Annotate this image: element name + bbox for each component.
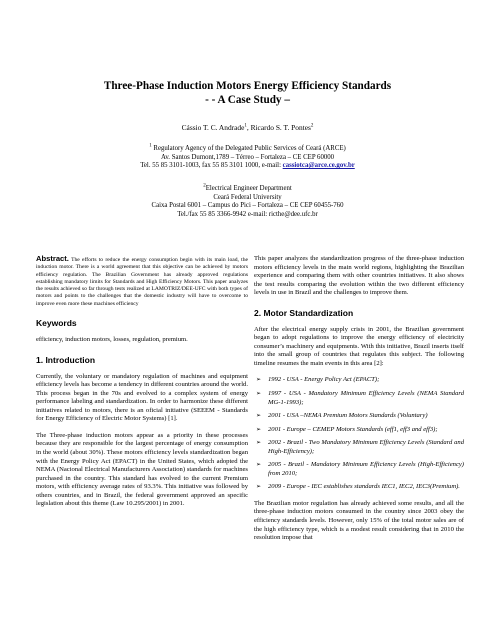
affiliation-2-university: Ceará Federal University bbox=[213, 193, 282, 201]
timeline-list bbox=[254, 376, 464, 491]
keywords-text: efficiency, induction motors, losses, regulation, premium. bbox=[36, 336, 188, 344]
introduction-heading: 1. Introduction bbox=[36, 354, 96, 365]
affiliation-1-email-link[interactable]: cassiotca@arce.ce.gov.br bbox=[282, 162, 355, 170]
timeline-item: ➢ 2009 - Europe - IEC establishes standards IEC1, IEC2, IEC3(Premium). bbox=[256, 483, 460, 491]
affiliation-2-mark: 2 bbox=[203, 183, 206, 189]
motor-standardization-paragraph-1: After the electrical energy supply crisis in 2001, the Brazilian government began to adopt regulations to improve the energy efficiency of electricity consumer’s machinery and equipments. With this initiative, Brazil inserts itself into the small group of countries that regulates this subject. The following timeline resumes the main events in this area [2]: bbox=[254, 325, 464, 367]
arrow-bullet-icon: ➢ bbox=[256, 426, 262, 433]
left-column bbox=[36, 255, 248, 517]
affiliation-1-mark: 1 bbox=[149, 143, 152, 149]
author-1: Cássio T. C. Andrade bbox=[181, 123, 245, 132]
keywords-heading: Keywords bbox=[36, 318, 77, 329]
paper-title bbox=[0, 79, 495, 107]
affiliation-1 bbox=[0, 145, 495, 171]
motor-standardization-paragraph-2: The Brazilian motor regulation has already achieved some results, and all the three-phase induction motors consumed in the country since 2003 obey the efficiency standards levels. However, only 15% of the total motor sales are of the high efficiency type, which is a modest result considering that in 2010 the resolution impose that bbox=[254, 499, 464, 542]
author-1-affiliation-mark: 1 bbox=[244, 123, 247, 129]
author-separator: , bbox=[246, 123, 251, 132]
affiliation-2 bbox=[0, 185, 495, 219]
title-line-1: Three-Phase Induction Motors Energy Efficiency Standards bbox=[103, 80, 392, 92]
author-2: Ricardo S. T. Pontes bbox=[250, 123, 311, 132]
introduction-paragraph-1: Currently, the voluntary or mandatory regulation of machines and equipment efficiency levels has become a tendency in different countries around the world. This process began in the 70s and evolved to a complex system of energy performance labeling and standardization. In order to harmonize these different initiatives related to motors, there is an oficial initiative (SEEEM - Standards for Energy Efficiency of Electric Motor Systems) [1]. bbox=[36, 372, 248, 423]
timeline-item: ➢ 1992 - USA - Energy Policy Act (EPACT); bbox=[256, 376, 380, 384]
timeline-item: ➢ 2002 - Brazil - Two Mandatory Minimum Efficiency Levels (Standard and High-Efficiency); bbox=[256, 439, 464, 455]
abstract-text: The efforts to reduce the energy consumption begin with its main load, the induction motor. There is a world agreement that this objective can be achieved by motors efficiency regulation. The Brazilian Government has already approved regulations establishing mandatory limits for Standards and High Efficiency Motors. This paper analyzes the results achieved so far through tests realized at LAMOTRIZ/DEE-UFC with both types of motors and points to the challenges that the domestic industry will have to overcome to improve even more these machines efficiency bbox=[36, 257, 248, 307]
right-column bbox=[254, 255, 464, 551]
timeline-item: ➢ 1997 - USA - Mandatory Minimum Efficiency Levels (NEMA Standard MG-1-1993); bbox=[256, 390, 464, 406]
timeline-item: ➢ 2001 - Europe – CEMEP Motors Standards (eff1, eff3 and eff3); bbox=[256, 425, 438, 433]
abstract-label: Abstract. bbox=[36, 254, 69, 263]
arrow-bullet-icon: ➢ bbox=[256, 413, 262, 420]
timeline-item: ➢ 2005 - Brazil - Mandatory Minimum Efficiency Levels (High-Efficiency) from 2010; bbox=[256, 461, 464, 477]
arrow-bullet-icon: ➢ bbox=[256, 440, 262, 447]
affiliation-1-name: Regulatory Agency of the Delegated Public Services of Ceará (ARCE) bbox=[151, 145, 346, 152]
arrow-bullet-icon: ➢ bbox=[256, 462, 262, 469]
author-list bbox=[0, 124, 495, 133]
motor-standardization-heading: 2. Motor Standardization bbox=[254, 307, 354, 318]
affiliation-1-address: Av. Santos Dumont,1789 – Térreo – Fortaleza – CE CEP 60000 bbox=[160, 153, 335, 161]
title-line-2: - - A Case Study – bbox=[205, 94, 290, 106]
abstract bbox=[36, 255, 248, 308]
affiliation-2-department: Electrical Engineer Department bbox=[205, 185, 292, 192]
affiliation-1-contact: Tel. 55 85 3101-1003, fax 55 85 3101 1000, e-mail: bbox=[140, 162, 283, 170]
arrow-bullet-icon: ➢ bbox=[256, 377, 262, 384]
arrow-bullet-icon: ➢ bbox=[256, 484, 262, 491]
timeline-item: ➢ 2001 - USA –NEMA Premium Motors Standards (Voluntary) bbox=[256, 412, 428, 420]
arrow-bullet-icon: ➢ bbox=[256, 391, 262, 398]
author-2-affiliation-mark: 2 bbox=[310, 123, 314, 129]
introduction-paragraph-3: This paper analyzes the standardization progress of the three-phase induction motors efficiency levels in the main world regions, highlighting the Brazilian experience and comparing them with other countries initiatives. It also shows the test results comparing the evolution within the two different efficiency levels in use in Brazil and the challenges to improve them. bbox=[254, 255, 464, 297]
affiliation-2-contact: Tel./fax 55 85 3366-9942 e-mail: ricthe@dee.ufc.br bbox=[177, 210, 318, 218]
introduction-paragraph-2: The Three-phase induction motors appear as a priority in these processes because they are responsible for the largest percentage of energy consumption in the world (about 30%). These motors efficiency levels standardization began with the Energy Policy Act (EPACT) in the United States, which adopted the NEMA (Nacional Electrical Manufacturers Association) standards for machines purchased in the country. This standard has evolved to the current Premium motors, with efficiency average rates of 93.3%. This initiative was followed by others countries, and in Brazil, the federal government approved an specific legislation about this theme (Law 10.295/2001) in 2001. bbox=[36, 431, 248, 508]
affiliation-2-address: Caixa Postal 6001 – Campus do Pici – Fortaleza – CE CEP 60455-760 bbox=[151, 202, 344, 210]
